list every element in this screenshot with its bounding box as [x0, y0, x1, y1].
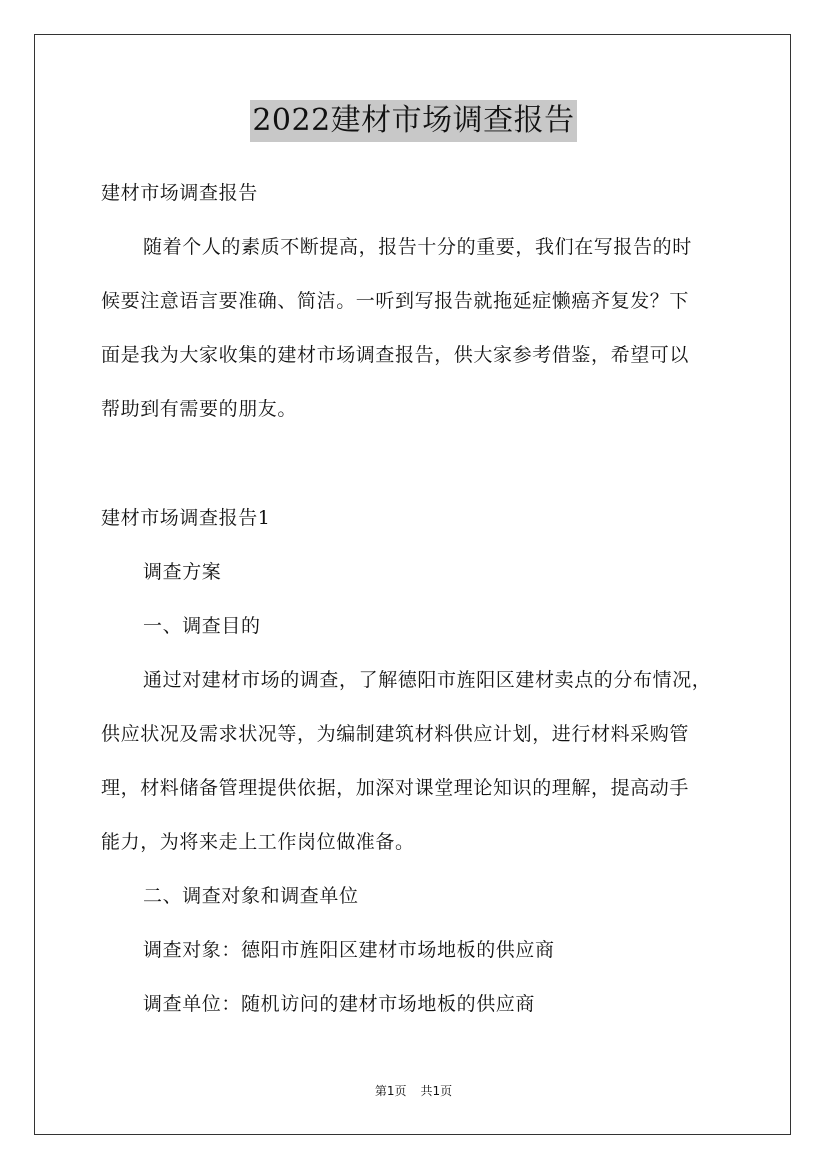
- object-line: 调查对象：德阳市旌阳区建材市场地板的供应商: [143, 939, 555, 961]
- purpose-line-3: 理，材料储备管理提供依据，加深对课堂理论知识的理解，提高动手: [101, 777, 690, 799]
- purpose-line-1: 通过对建材市场的调查，了解德阳市旌阳区建材卖点的分布情况，: [143, 669, 712, 691]
- page-total: 共1页: [420, 1084, 453, 1098]
- title-container: [0, 100, 827, 142]
- section-heading: 建材市场调查报告1: [101, 507, 271, 529]
- purpose-line-4: 能力，为将来走上工作岗位做准备。: [101, 831, 415, 853]
- unit-line: 调查单位：随机访问的建材市场地板的供应商: [143, 993, 536, 1015]
- intro-line-3: 面是我为大家收集的建材市场调查报告，供大家参考借鉴，希望可以: [101, 344, 690, 366]
- intro-line-1: 随着个人的素质不断提高，报告十分的重要，我们在写报告的时: [143, 236, 692, 258]
- purpose-line-2: 供应状况及需求状况等，为编制建筑材料供应计划，进行材料采购管: [101, 723, 690, 745]
- page-number: 第1页: [374, 1084, 407, 1098]
- object-heading: 二、调查对象和调查单位: [143, 885, 359, 907]
- document-title: 2022建材市场调查报告: [250, 100, 576, 142]
- purpose-heading: 一、调查目的: [143, 615, 261, 637]
- page-footer: [0, 1083, 827, 1099]
- intro-line-2: 候要注意语言要准确、简洁。一听到写报告就拖延症懒癌齐复发？下: [101, 290, 690, 312]
- intro-line-4: 帮助到有需要的朋友。: [101, 398, 298, 420]
- plan-heading: 调查方案: [143, 561, 222, 583]
- document-subtitle: 建材市场调查报告: [101, 182, 258, 204]
